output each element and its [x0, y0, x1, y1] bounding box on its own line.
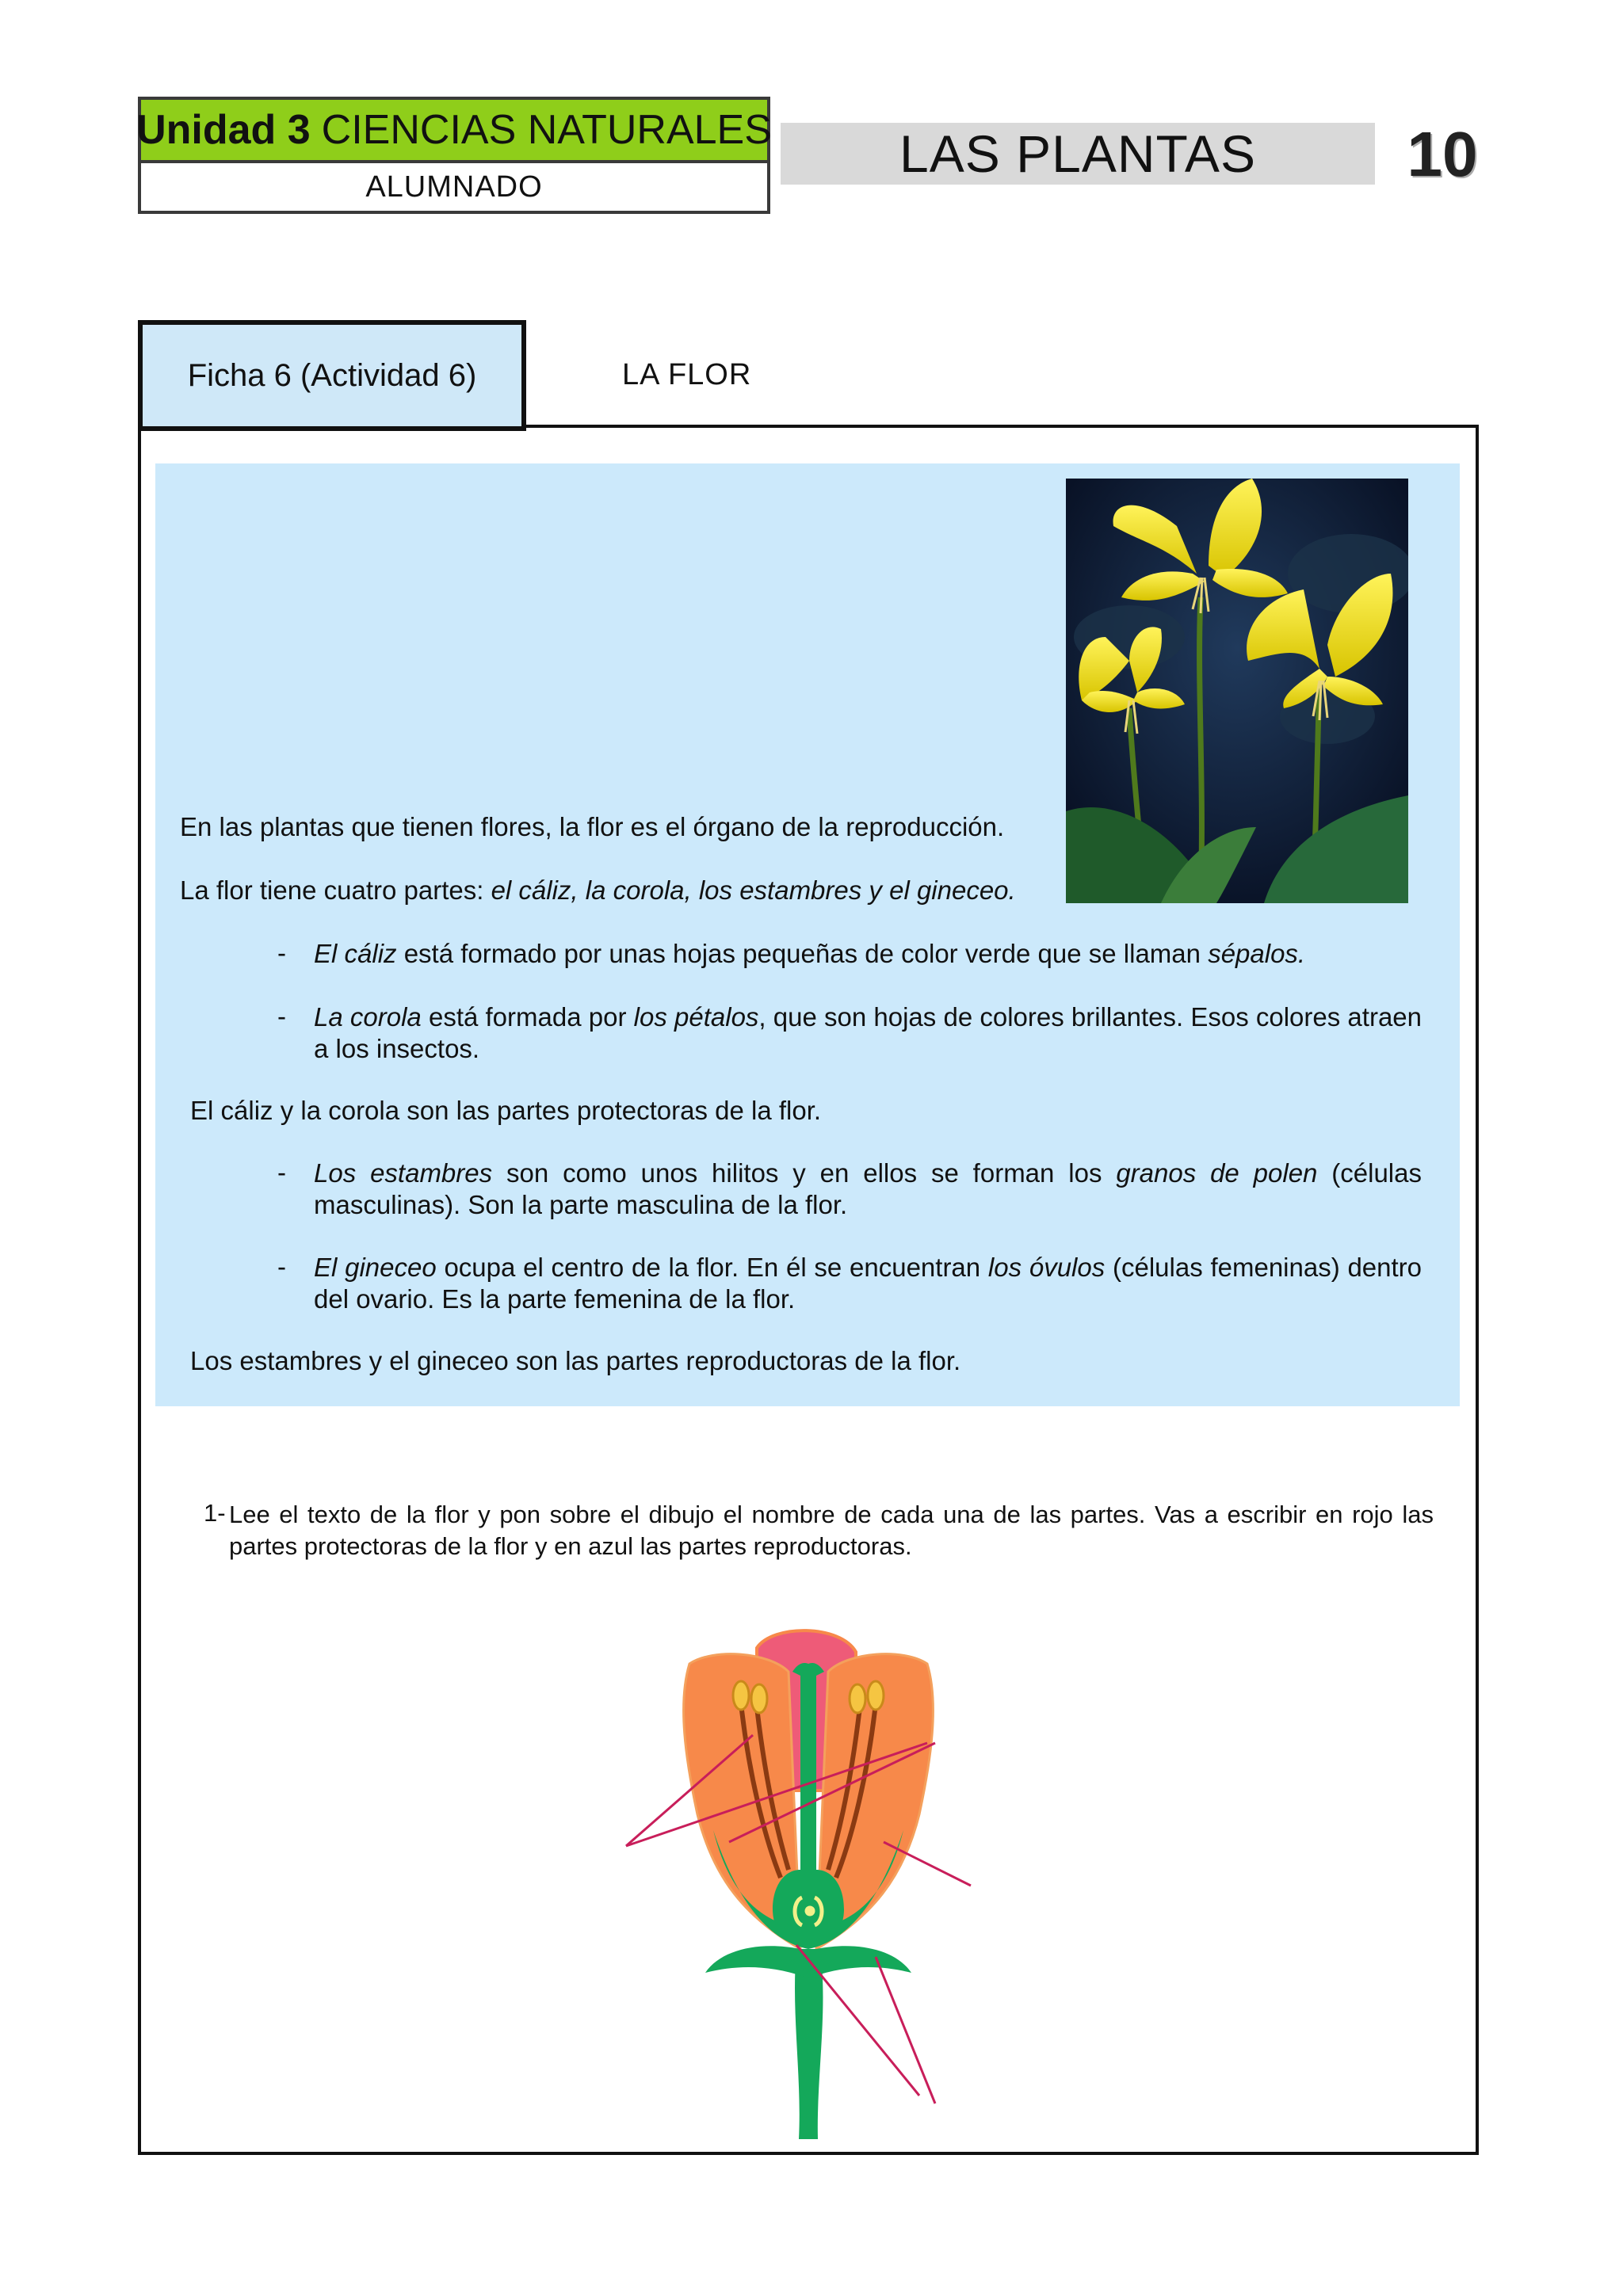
unit-header-box — [138, 97, 770, 214]
bullet-dash: - — [277, 1001, 286, 1031]
term-estambres: Los estambres — [314, 1158, 493, 1188]
bullet-gineceo-text-2: (células femeninas) dentro del ovario. Es la parte femenina de la flor. — [314, 1253, 1423, 1314]
right-sepal-leaf — [812, 1946, 911, 1977]
unit-title — [136, 100, 772, 163]
yellow-lily-photo — [1066, 479, 1408, 903]
bullet-corola-text: está formada por — [421, 1002, 634, 1032]
info-paragraph-2 — [180, 875, 1052, 906]
term-caliz: El cáliz — [314, 939, 397, 968]
bullet-dash: - — [277, 1252, 286, 1281]
bullet-caliz-text: está formado por unas hojas pequeñas de color verde que se llaman — [396, 939, 1209, 968]
bullet-dash: - — [277, 938, 286, 967]
term-gineceo: El gineceo — [314, 1253, 437, 1282]
term-sepalos: sépalos. — [1208, 939, 1306, 968]
bullet-caliz — [314, 938, 1422, 970]
four-parts-list: el cáliz, la corola, los estambres y el gineceo. — [491, 875, 1016, 905]
audience-label: ALUMNADO — [365, 170, 543, 204]
bullet-estambres-text: son como unos hilitos y en ellos se forman los — [492, 1158, 1117, 1188]
bullet-gineceo — [314, 1252, 1422, 1315]
info-paragraph-1: En las plantas que tienen flores, la flor es el órgano de la reproducción. — [180, 812, 1005, 841]
bullet-estambres-text-2: (células masculinas). Son la parte masculina de la flor. — [314, 1158, 1422, 1219]
term-granos-de-polen: granos de polen — [1116, 1158, 1318, 1188]
unit-number: Unidad 3 — [136, 107, 311, 153]
activity-number: 1- — [204, 1499, 226, 1527]
stem — [795, 1949, 823, 2139]
page-title: LAS PLANTAS — [781, 123, 1375, 185]
term-corola: La corola — [314, 1002, 422, 1032]
bullet-dash: - — [277, 1158, 286, 1187]
bullet-estambres — [314, 1158, 1422, 1221]
flower-parts-svg — [602, 1616, 1014, 2139]
left-sepal-leaf — [705, 1946, 804, 1977]
page-number: 10 — [1407, 119, 1478, 189]
term-ovulos: los óvulos — [987, 1253, 1106, 1282]
flower-photo — [1066, 479, 1408, 903]
info-paragraph-2-lead: La flor tiene cuatro partes: — [180, 875, 491, 905]
bullet-corola-text-2: , que son hojas de colores brillantes. Esos colores atraen a los insectos. — [314, 1002, 1422, 1063]
term-petalos: los pétalos — [633, 1002, 759, 1032]
bullet-gineceo-text: ocupa el centro de la flor. En él se encuentran — [436, 1253, 988, 1282]
ficha-tab: Ficha 6 (Actividad 6) — [138, 320, 526, 431]
flower-diagram — [602, 1616, 1014, 2139]
bullet-corola — [314, 1001, 1422, 1065]
topic-label: LA FLOR — [622, 358, 752, 391]
info-paragraph-4: Los estambres y el gineceo son las partes reproductoras de la flor. — [190, 1346, 961, 1375]
info-paragraph-3: El cáliz y la corola son las partes protectoras de la flor. — [190, 1096, 822, 1125]
activity-instructions: Lee el texto de la flor y pon sobre el dibujo el nombre de cada una de las partes. Vas a escribir en rojo las partes protectoras de la flor y en azul las partes reproductoras. — [229, 1501, 1434, 1560]
unit-subject: CIENCIAS NATURALES — [321, 107, 772, 153]
